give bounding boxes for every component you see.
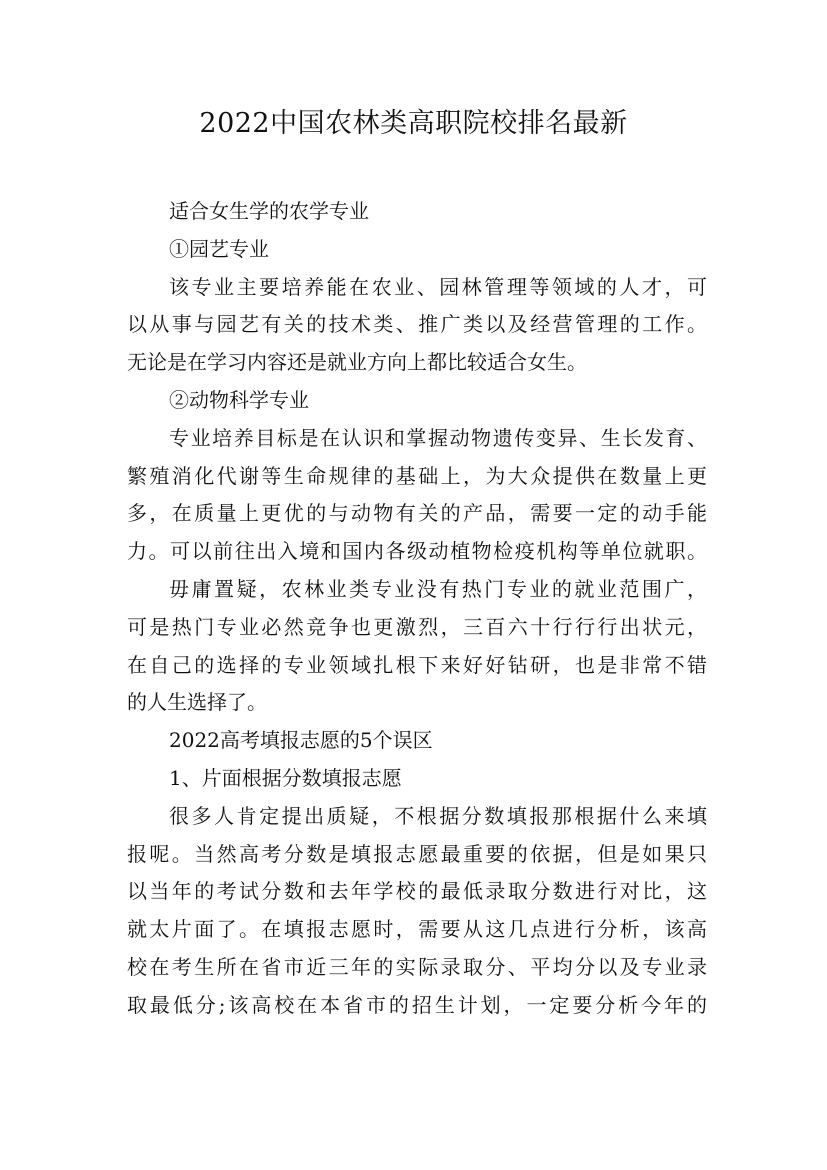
text-line: 多，在质量上更优的与动物有关的产品，需要一定的动手能 <box>127 501 707 526</box>
text-line: ②动物科学专业 <box>169 387 309 412</box>
text-line: 取最低分;该高校在本省市的招生计划，一定要分析今年的 <box>127 992 707 1017</box>
text-line: 的人生选择了。 <box>127 690 267 715</box>
text-line: ①园艺专业 <box>169 236 269 261</box>
text-line: 可是热门专业必然竞争也更激烈，三百六十行行行出状元， <box>127 614 707 639</box>
document-title: 2022中国农林类高职院校排名最新 <box>199 108 628 139</box>
text-line: 报呢。当然高考分数是填报志愿最重要的依据，但是如果只 <box>127 841 707 866</box>
text-line: 在自己的选择的专业领域扎根下来好好钻研，也是非常不错 <box>127 652 707 677</box>
text-line: 2022高考填报志愿的5个误区 <box>169 728 433 753</box>
text-line: 繁殖消化代谢等生命规律的基础上，为大众提供在数量上更 <box>127 463 707 488</box>
text-line: 以从事与园艺有关的技术类、推广类以及经营管理的工作。 <box>127 312 707 337</box>
text-line: 适合女生学的农学专业 <box>169 199 369 223</box>
text-line: 以当年的考试分数和去年学校的最低录取分数进行对比，这 <box>127 879 707 904</box>
text-line: 专业培养目标是在认识和掌握动物遗传变异、生长发育、 <box>169 425 707 450</box>
text-line: 就太片面了。在填报志愿时，需要从这几点进行分析，该高 <box>127 917 707 942</box>
text-line: 该专业主要培养能在农业、园林管理等领域的人才，可 <box>169 274 707 299</box>
text-line: 毋庸置疑，农林业类专业没有热门专业的就业范围广， <box>169 576 707 601</box>
text-line: 校在考生所在省市近三年的实际录取分、平均分以及专业录 <box>127 954 707 979</box>
text-line: 1、片面根据分数填报志愿 <box>169 765 402 790</box>
document-body <box>127 193 707 1025</box>
text-line: 无论是在学习内容还是就业方向上都比较适合女生。 <box>127 350 587 375</box>
text-line: 力。可以前往出入境和国内各级动植物检疫机构等单位就职。 <box>127 539 707 564</box>
text-line: 很多人肯定提出质疑，不根据分数填报那根据什么来填 <box>169 803 707 828</box>
